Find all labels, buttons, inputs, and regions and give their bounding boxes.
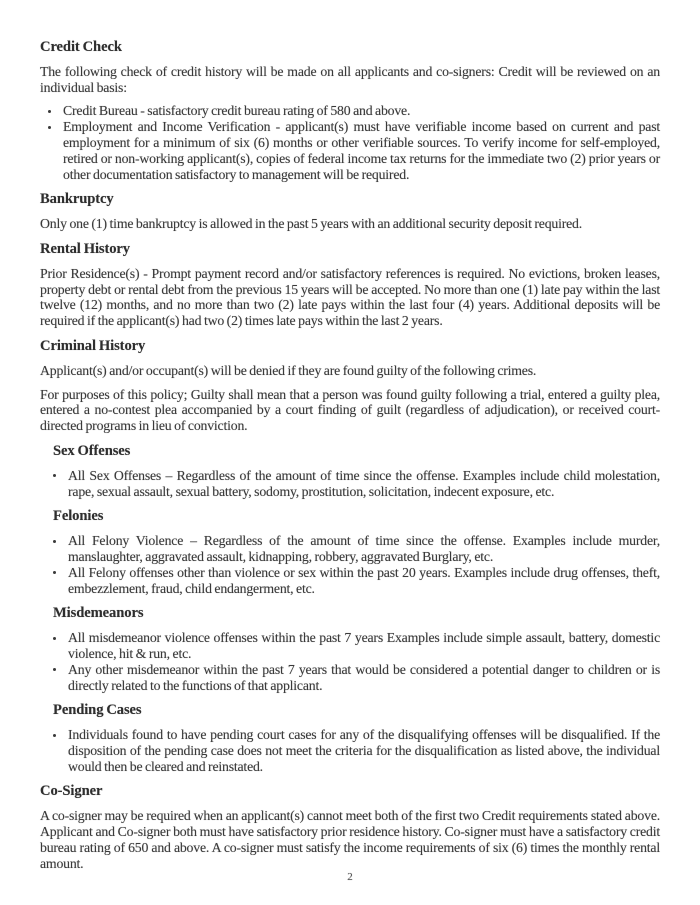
rental-history-paragraph: Prior Residence(s) - Prompt payment record and/or satisfactory references is required. No evictions, broken leases, property debt or rental debt from the previous 15 years will be accepted. No more than one (1) late pay within the last twelve (12) months, and no more than two (2) late pays within the last four (4) years. Additional deposits will be required if the applicant(s) had two (2) times late pays within the last 2 years. — [40, 265, 660, 329]
subsection-heading-sex-offenses: Sex Offenses — [53, 442, 131, 459]
bullet-icon — [53, 540, 56, 543]
co-signer-paragraph: A co-signer may be required when an applicant(s) cannot meet both of the first two Credit requirements stated above. Applicant and Co-signer both must have satisfactory prior residence history. Co-signer must have a satisfactory credit bureau rating of 650 and above. A co-signer must satisfy the income requirements of six (6) times the monthly rental amount. — [40, 808, 660, 871]
credit-check-intro-paragraph: The following check of credit history will be made on all applicants and co-signers: Credit will be reviewed on an individual basis: — [40, 63, 660, 95]
section-heading-rental-history: Rental History — [40, 240, 131, 257]
bullet-icon — [48, 126, 51, 129]
section-heading-credit-check: Credit Check — [40, 39, 122, 55]
felonies-bullet-list — [40, 533, 660, 596]
sex-offenses-bullet-list — [40, 468, 660, 500]
bullet-icon — [53, 668, 56, 671]
subsection-heading-misdemeanors: Misdemeanors — [53, 605, 144, 622]
list-item-text: Any other misdemeanor within the past 7 years that would be considered a potential danger to children or is directly related to the functions of that applicant. — [68, 661, 660, 693]
list-item — [40, 662, 660, 694]
list-item — [40, 533, 660, 565]
credit-check-bullet-list — [40, 103, 660, 182]
list-item-text: All Sex Offenses – Regardless of the amount of time since the offense. Examples include child molestation, rape, sexual assault, sexual battery, sodomy, prostitution, solicitation, indecent exposure, etc. — [68, 467, 660, 499]
pending-cases-bullet-list — [40, 727, 660, 774]
criminal-history-paragraph-1: Applicant(s) and/or occupant(s) will be denied if they are found guilty of the following crimes. — [40, 362, 537, 378]
bullet-icon — [53, 571, 56, 574]
section-heading-criminal-history: Criminal History — [40, 337, 146, 354]
subsection-heading-pending-cases: Pending Cases — [53, 702, 142, 719]
list-item-text: All Felony offenses other than violence or sex within the past 20 years. Examples include drug offenses, theft, embezzlement, fraud, child endangerment, etc. — [68, 564, 660, 596]
bullet-icon — [53, 734, 56, 737]
list-item — [40, 468, 660, 500]
list-item-text: All Felony Violence – Regardless of the amount of time since the offense. Examples include murder, manslaughter, aggravated assault, kidnapping, robbery, aggravated Burglary, etc. — [68, 533, 660, 564]
list-item — [40, 103, 660, 119]
list-item-text: Individuals found to have pending court cases for any of the disqualifying offenses will be disqualified. If the disposition of the pending case does not meet the criteria for the disqualification as listed above, the individual would then be cleared and reinstated. — [68, 727, 660, 774]
list-item-text: All misdemeanor violence offenses within the past 7 years Examples include simple assault, battery, domestic violence, hit & run, etc. — [68, 630, 660, 661]
list-item — [40, 727, 660, 774]
section-heading-co-signer: Co-Signer — [40, 783, 103, 800]
bullet-icon — [48, 110, 51, 113]
list-item — [40, 565, 660, 597]
bullet-icon — [53, 637, 56, 640]
list-item-text: Credit Bureau - satisfactory credit bureau rating of 580 and above. — [63, 103, 411, 119]
page-number: 2 — [347, 871, 353, 883]
bankruptcy-paragraph: Only one (1) time bankruptcy is allowed in the past 5 years with an additional security deposit required. — [40, 216, 582, 232]
list-item — [40, 119, 660, 182]
misdemeanors-bullet-list — [40, 630, 660, 693]
list-item — [40, 630, 660, 662]
bullet-icon — [53, 474, 56, 477]
criminal-history-paragraph-2: For purposes of this policy; Guilty shall mean that a person was found guilty following a trial, entered a guilty plea, entered a no-contest plea accompanied by a court finding of guilt (regardless of adjudication), or received court-directed programs in lieu of conviction. — [40, 386, 660, 434]
section-heading-bankruptcy: Bankruptcy — [40, 191, 114, 208]
subsection-heading-felonies: Felonies — [53, 508, 104, 525]
list-item-text: Employment and Income Verification - applicant(s) must have verifiable income based on current and past employment for a minimum of six (6) months or other verifiable sources. To verify income for self-employed, retired or non-working applicant(s), copies of federal income tax returns for the immediate two (2) prior years or other documentation satisfactory to management will be required. — [63, 119, 660, 182]
